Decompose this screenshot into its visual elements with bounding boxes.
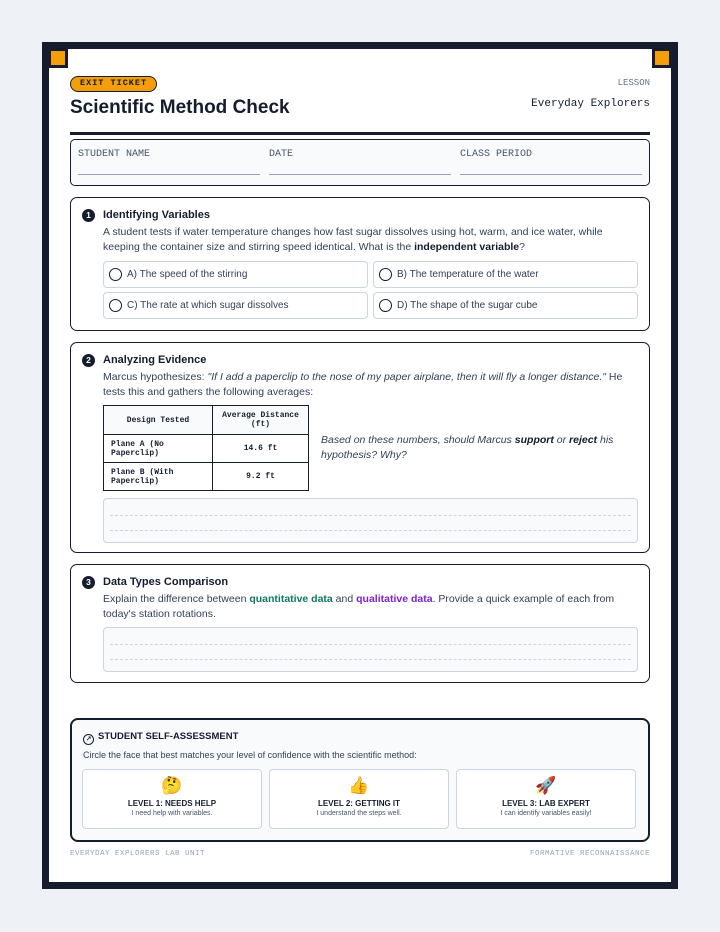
compass-icon: ↗ bbox=[83, 734, 94, 745]
page-title: Scientific Method Check bbox=[70, 97, 290, 118]
question-2-answer-box[interactable] bbox=[103, 498, 638, 543]
option-b-radio[interactable] bbox=[379, 268, 392, 281]
corner-accent-right bbox=[652, 48, 672, 68]
lesson-label: LESSON bbox=[617, 78, 650, 88]
exit-ticket-badge: EXIT TICKET bbox=[70, 76, 157, 92]
table-row bbox=[104, 435, 309, 463]
option-b[interactable] bbox=[373, 261, 638, 288]
student-name-line[interactable] bbox=[78, 174, 260, 175]
question-2-text: Marcus hypothesizes: "If I add a paperclip to the nose of my paper airplane, then it will fly a longer distance." He tests this and gathers the following averages: bbox=[103, 371, 623, 398]
question-3-text: Explain the difference between quantitative data and qualitative data. Provide a quick example of each from today's station rotations. bbox=[103, 593, 615, 620]
footer bbox=[70, 850, 650, 858]
table-header-design: Design Tested bbox=[104, 406, 213, 435]
evidence-table bbox=[103, 405, 309, 491]
option-d-label: D) The shape of the sugar cube bbox=[397, 300, 538, 311]
student-name-label: STUDENT NAME bbox=[78, 149, 151, 160]
level-2-title: LEVEL 2: GETTING IT bbox=[317, 799, 401, 808]
qualitative-term: qualitative data bbox=[356, 593, 433, 605]
option-d[interactable] bbox=[373, 292, 638, 319]
thinking-face-icon: 🤔 bbox=[161, 776, 183, 795]
table-row bbox=[104, 463, 309, 491]
level-3-description: I can identify variables easily! bbox=[500, 810, 592, 817]
option-c-radio[interactable] bbox=[109, 299, 122, 312]
table-cell-distance: 14.6 ft bbox=[213, 435, 309, 463]
table-cell-design: Plane A (No Paperclip) bbox=[104, 435, 213, 463]
question-3-number: 3 bbox=[82, 576, 95, 589]
exit-ticket-sheet bbox=[42, 42, 678, 889]
class-period-line[interactable] bbox=[460, 174, 642, 175]
question-3-answer-box[interactable] bbox=[103, 627, 638, 672]
answer-line bbox=[110, 530, 631, 531]
table-cell-distance: 9.2 ft bbox=[213, 463, 309, 491]
answer-line bbox=[110, 644, 631, 645]
class-period-field[interactable] bbox=[460, 149, 642, 175]
self-assessment-panel bbox=[70, 718, 650, 842]
date-field[interactable] bbox=[269, 149, 451, 175]
level-3-title: LEVEL 3: LAB EXPERT bbox=[502, 799, 590, 808]
self-assessment-instruction: Circle the face that best matches your level of confidence with the scientific method: bbox=[83, 750, 417, 760]
question-3-card bbox=[70, 564, 650, 683]
student-name-field[interactable] bbox=[78, 149, 260, 175]
option-a-label: A) The speed of the stirring bbox=[127, 269, 248, 280]
rocket-icon: 🚀 bbox=[535, 776, 557, 795]
table-header-distance: Average Distance (ft) bbox=[213, 406, 309, 435]
level-1-description: I need help with variables. bbox=[131, 810, 213, 817]
footer-left: EVERYDAY EXPLORERS LAB UNIT bbox=[70, 850, 206, 858]
level-2-option[interactable] bbox=[269, 769, 449, 829]
level-1-title: LEVEL 1: NEEDS HELP bbox=[127, 799, 217, 808]
quantitative-term: quantitative data bbox=[249, 593, 333, 605]
class-period-label: CLASS PERIOD bbox=[460, 149, 533, 160]
lesson-name: Everyday Explorers bbox=[531, 98, 650, 110]
option-a[interactable] bbox=[103, 261, 368, 288]
header bbox=[70, 76, 650, 135]
question-1-card bbox=[70, 197, 650, 331]
level-1-option[interactable] bbox=[82, 769, 262, 829]
date-line[interactable] bbox=[269, 174, 451, 175]
question-1-text: A student tests if water temperature changes how fast sugar dissolves using hot, warm, and ice water, while keeping the container size and stirring speed identical. What is the independent variable? bbox=[103, 226, 603, 253]
answer-line bbox=[110, 515, 631, 516]
option-c[interactable] bbox=[103, 292, 368, 319]
level-3-option[interactable] bbox=[456, 769, 636, 829]
option-a-radio[interactable] bbox=[109, 268, 122, 281]
option-b-label: B) The temperature of the water bbox=[397, 269, 539, 280]
thumbs-up-icon: 👍 bbox=[348, 776, 370, 795]
student-info-box bbox=[70, 139, 650, 186]
footer-right: FORMATIVE RECONNAISSANCE bbox=[529, 850, 650, 858]
question-2-card bbox=[70, 342, 650, 553]
question-2-prompt: Based on these numbers, should Marcus support or reject his hypothesis? Why? bbox=[321, 434, 614, 461]
level-2-description: I understand the steps well. bbox=[316, 810, 402, 817]
question-3-title: Data Types Comparison bbox=[103, 576, 229, 588]
answer-line bbox=[110, 659, 631, 660]
table-header-row bbox=[104, 406, 309, 435]
question-1-number: 1 bbox=[82, 209, 95, 222]
self-assessment-heading: ↗ STUDENT SELF-ASSESSMENT bbox=[83, 731, 238, 745]
corner-accent-left bbox=[48, 48, 68, 68]
table-cell-design: Plane B (With Paperclip) bbox=[104, 463, 213, 491]
question-2-number: 2 bbox=[82, 354, 95, 367]
question-1-title: Identifying Variables bbox=[103, 209, 210, 221]
date-label: DATE bbox=[269, 149, 294, 160]
question-2-title: Analyzing Evidence bbox=[103, 354, 207, 366]
option-d-radio[interactable] bbox=[379, 299, 392, 312]
option-c-label: C) The rate at which sugar dissolves bbox=[127, 300, 289, 311]
